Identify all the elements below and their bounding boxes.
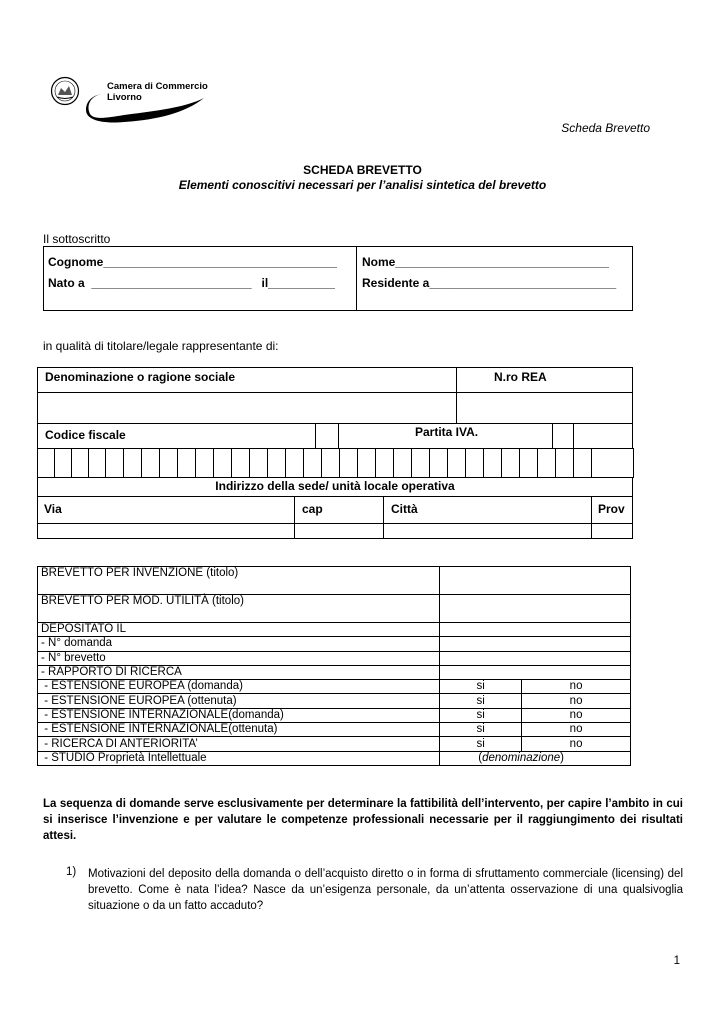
table-row — [38, 595, 631, 623]
row-label: - ESTENSIONE EUROPEA (ottenuta) — [38, 694, 440, 708]
coat-of-arms-icon — [50, 76, 80, 106]
page-number: 1 — [673, 955, 680, 967]
table-row — [38, 680, 631, 694]
header-note: Scheda Brevetto — [561, 121, 650, 135]
si-option[interactable]: si — [440, 737, 522, 751]
row-label: - RICERCA DI ANTERIORITA’ — [38, 737, 440, 751]
no-option[interactable]: no — [522, 723, 631, 737]
indirizzo-header: Indirizzo della sede/ unità locale operativa — [37, 477, 633, 497]
table-row — [38, 737, 631, 751]
table-row — [38, 723, 631, 737]
table-row — [38, 751, 631, 765]
depositato-label: DEPOSITATO IL — [38, 623, 440, 637]
digit-box[interactable] — [501, 448, 520, 478]
digit-box[interactable] — [285, 448, 304, 478]
digit-box[interactable] — [213, 448, 232, 478]
table-row — [38, 623, 631, 637]
via-field[interactable] — [37, 523, 295, 539]
digit-box[interactable] — [411, 448, 430, 478]
digit-box[interactable] — [483, 448, 502, 478]
table-row — [38, 651, 631, 665]
digit-box[interactable] — [88, 448, 106, 478]
digit-box[interactable] — [591, 448, 634, 478]
row-label: - ESTENSIONE INTERNAZIONALE(domanda) — [38, 708, 440, 722]
row-value[interactable] — [440, 651, 631, 665]
denominazione-field[interactable]: (denominazione) — [440, 751, 631, 765]
rea-field[interactable] — [456, 392, 633, 424]
question-number: 1) — [66, 866, 77, 878]
codice-fiscale-label: Codice fiscale — [37, 423, 316, 449]
digit-box[interactable] — [447, 448, 466, 478]
row-value[interactable] — [440, 637, 631, 651]
no-option[interactable]: no — [522, 708, 631, 722]
page-subtitle: Elementi conoscitivi necessari per l’analisi sintetica del brevetto — [178, 178, 547, 192]
si-option[interactable]: si — [440, 723, 522, 737]
digit-box[interactable] — [37, 448, 55, 478]
digit-box[interactable] — [519, 448, 538, 478]
table-row — [38, 694, 631, 708]
digit-box[interactable] — [141, 448, 160, 478]
cap-field[interactable] — [294, 523, 384, 539]
table-row — [38, 708, 631, 722]
codice-fiscale-box[interactable] — [315, 423, 339, 449]
cognome-field[interactable]: Cognome___________________________________ — [48, 255, 337, 269]
row-label: - ESTENSIONE EUROPEA (domanda) — [38, 680, 440, 694]
row-label: - N° domanda — [38, 637, 440, 651]
logo-swoosh-icon — [84, 92, 209, 124]
digit-box[interactable] — [54, 448, 72, 478]
citta-label: Città — [383, 496, 592, 524]
question-1: Motivazioni del deposito della domanda o dell’acquisto diretto o in forma di sfruttamento commerciale (licensing) del brevetto. Come è nata l’idea? Nasce da un’esigenza personale, da un’attenta osservazione di una qualsivoglia situazione o da un fatto accaduto? — [88, 868, 683, 912]
digit-box[interactable] — [177, 448, 196, 478]
nome-field[interactable]: Nome________________________________ — [362, 255, 609, 269]
logo-text: Camera di Commercio Livorno — [107, 81, 208, 103]
row-value[interactable] — [440, 665, 631, 679]
digit-box[interactable] — [321, 448, 340, 478]
prov-field[interactable] — [591, 523, 633, 539]
prov-label: Prov — [591, 496, 633, 524]
digit-box[interactable] — [71, 448, 89, 478]
table-row — [38, 665, 631, 679]
cap-label: cap — [294, 496, 384, 524]
utilita-label: BREVETTO PER MOD. UTILITÀ (titolo) — [38, 595, 440, 623]
partita-iva-label: Partita IVA. — [338, 423, 553, 449]
via-label: Via — [37, 496, 295, 524]
digit-box[interactable] — [375, 448, 394, 478]
si-option[interactable]: si — [440, 680, 522, 694]
digit-box[interactable] — [195, 448, 214, 478]
qualita-text: in qualità di titolare/legale rappresentante di: — [43, 339, 279, 353]
denominazione-header: Denominazione o ragione sociale — [37, 367, 457, 393]
digit-box[interactable] — [393, 448, 412, 478]
row-label: - RAPPORTO DI RICERCA — [38, 665, 440, 679]
digit-box[interactable] — [267, 448, 286, 478]
residente-field[interactable]: Residente a____________________________ — [362, 276, 617, 290]
no-option[interactable]: no — [522, 694, 631, 708]
invenzione-field[interactable] — [440, 567, 631, 595]
row-label: - N° brevetto — [38, 651, 440, 665]
digit-box[interactable] — [429, 448, 448, 478]
sottoscritto-label: Il sottoscritto — [43, 232, 111, 246]
digit-box[interactable] — [555, 448, 574, 478]
partita-iva-box[interactable] — [552, 423, 574, 449]
digit-box[interactable] — [573, 448, 592, 478]
citta-field[interactable] — [383, 523, 592, 539]
digit-box[interactable] — [159, 448, 178, 478]
digit-box[interactable] — [465, 448, 484, 478]
si-option[interactable]: si — [440, 708, 522, 722]
table-row — [38, 567, 631, 595]
denominazione-field[interactable] — [37, 392, 457, 424]
digit-box[interactable] — [303, 448, 322, 478]
nato-field[interactable]: Nato a ________________________ il__________ — [48, 276, 335, 290]
studio-label: - STUDIO Proprietà Intellettuale — [38, 751, 440, 765]
utilita-field[interactable] — [440, 595, 631, 623]
digit-box[interactable] — [249, 448, 268, 478]
invenzione-label: BREVETTO PER INVENZIONE (titolo) — [38, 567, 440, 595]
intro-paragraph: La sequenza di domande serve esclusivamente per determinare la fattibilità dell’intervento, per capire l’ambito in cui si inserisce l’invenzione e per valutare le competenze professionali necessarie per il raggiungimento dei risultati attesi. — [43, 798, 683, 842]
digit-box[interactable] — [123, 448, 142, 478]
depositato-field[interactable] — [440, 623, 631, 637]
digit-box[interactable] — [339, 448, 358, 478]
row-label: - ESTENSIONE INTERNAZIONALE(ottenuta) — [38, 723, 440, 737]
partita-iva-box[interactable] — [573, 423, 633, 449]
brevetto-table — [37, 566, 631, 766]
digit-box[interactable] — [537, 448, 556, 478]
table-row — [38, 637, 631, 651]
digit-box[interactable] — [105, 448, 124, 478]
no-option[interactable]: no — [522, 680, 631, 694]
rea-header: N.ro REA — [456, 367, 633, 393]
codice-fiscale-digits[interactable] — [37, 448, 633, 478]
digit-box[interactable] — [231, 448, 250, 478]
page-title: SCHEDA BREVETTO — [303, 163, 422, 177]
si-option[interactable]: si — [440, 694, 522, 708]
digit-box[interactable] — [357, 448, 376, 478]
divider — [356, 246, 357, 311]
no-option[interactable]: no — [522, 737, 631, 751]
